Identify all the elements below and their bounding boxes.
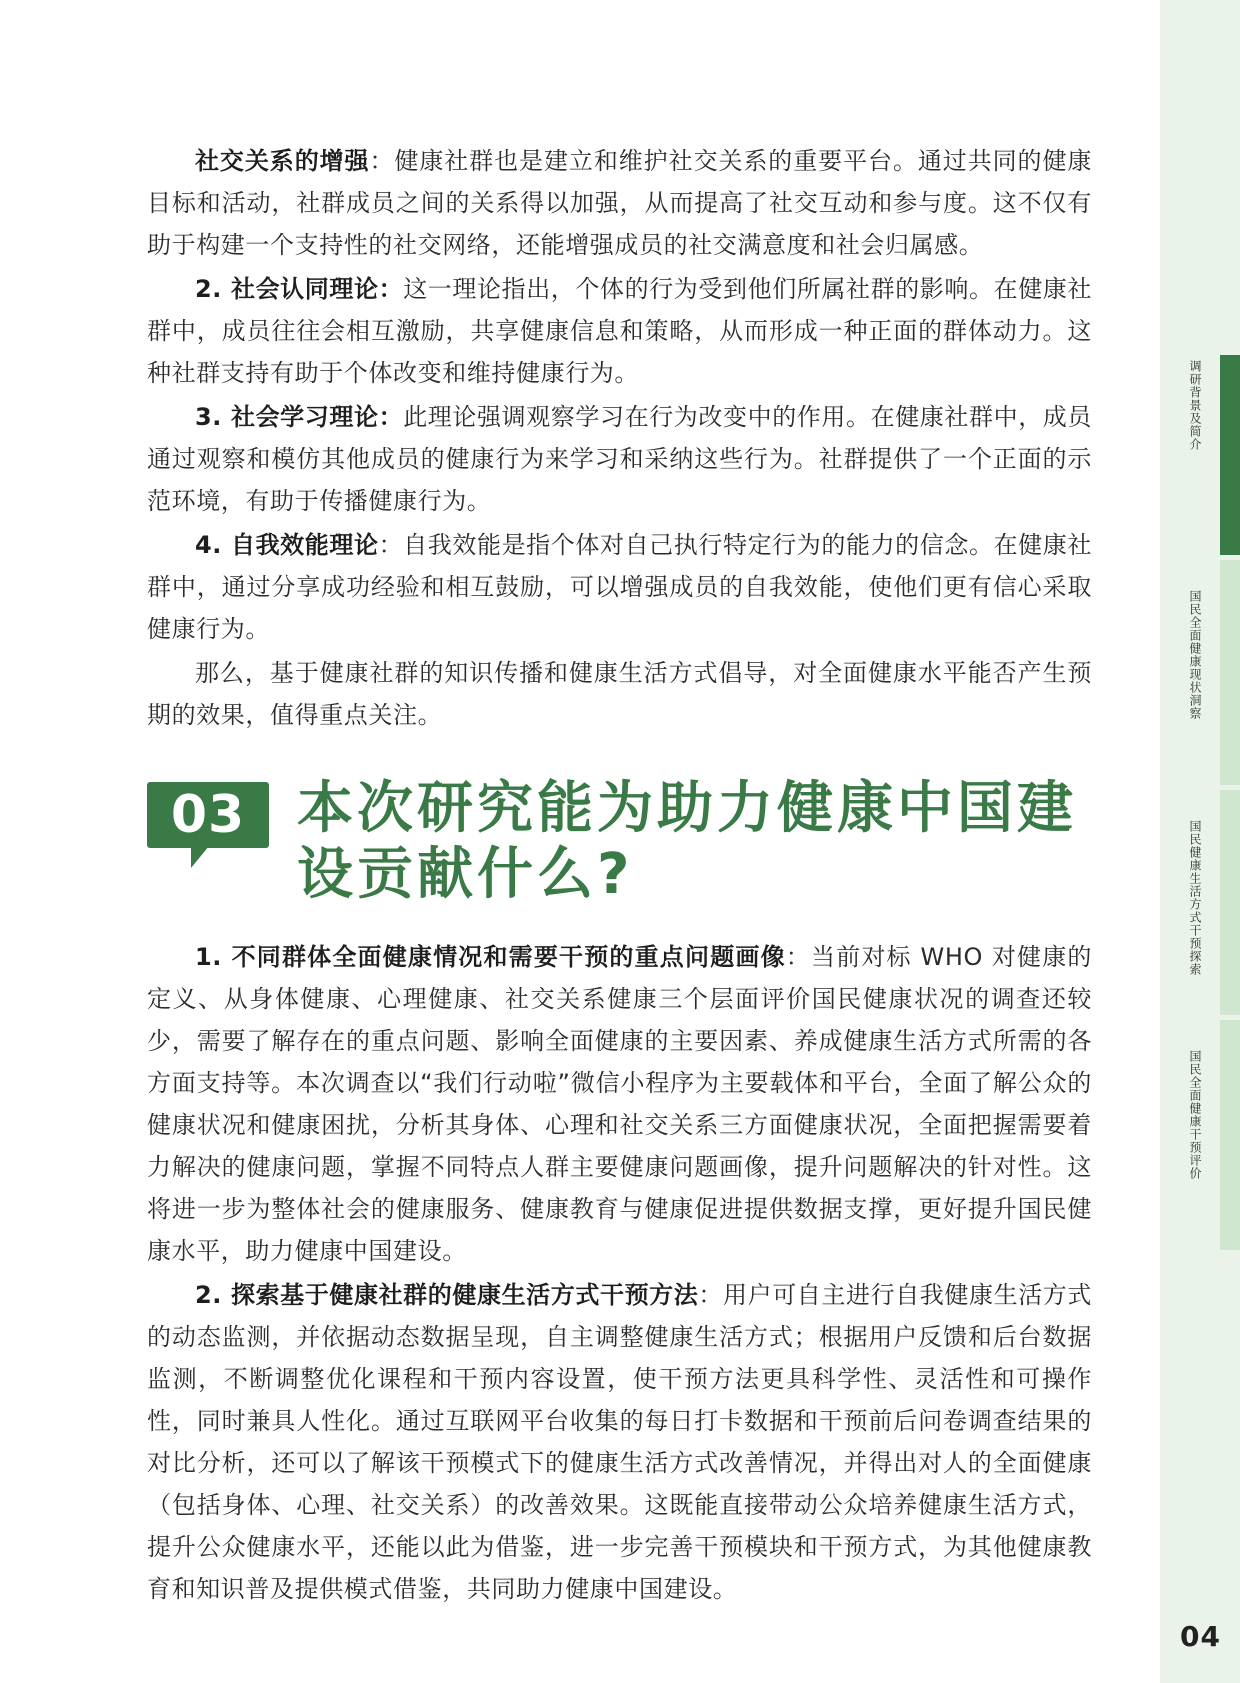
bottom-paragraphs <box>147 936 1092 1610</box>
section-title: 本次研究能为助力健康中国建设贡献什么? <box>297 776 1077 907</box>
paragraph-text: 这一理论指出，个体的行为受到他们所属社群的影响。在健康社群中，成员往往会相互激励，共享健康信息和策略，从而形成一种正面的群体动力。这种社群支持有助于个体改变和维持健康行为。 <box>147 275 1092 387</box>
paragraph-text: ：自我效能是指个体对自己执行特定行为的能力的信念。在健康社群中，通过分享成功经验和相互鼓励，可以增强成员的自我效能，使他们更有信心采取健康行为。 <box>147 531 1092 643</box>
chapter-tab-marker-4 <box>1220 1020 1240 1250</box>
paragraph <box>147 268 1092 394</box>
paragraph <box>147 524 1092 650</box>
page-number: 04 <box>1180 1620 1221 1653</box>
chapter-tab-marker-1 <box>1220 355 1240 555</box>
paragraph-text: 那么，基于健康社群的知识传播和健康生活方式倡导，对全面健康水平能否产生预期的效果，值得重点关注。 <box>147 659 1092 729</box>
paragraph-heading: 社交关系的增强 <box>195 147 370 175</box>
paragraph <box>147 140 1092 266</box>
chapter-tab-marker-3 <box>1220 790 1240 1015</box>
top-paragraphs <box>147 140 1092 736</box>
paragraph <box>147 936 1092 1272</box>
section-header <box>147 776 1092 912</box>
chapter-tab-label-3[interactable]: 国民健康生活方式干预探索 <box>1188 820 1202 976</box>
paragraph-text: ：当前对标 WHO 对健康的定义、从身体健康、心理健康、社交关系健康三个层面评价国民健康状况的调查还较少，需要了解存在的重点问题、影响全面健康的主要因素、养成健康生活方式所需的各方面支持等。本次调查以“我们行动啦”微信小程序为主要载体和平台，全面了解公众的健康状况和健康困扰，分析其身体、心理和社交关系三方面健康状况，全面把握需要着力解决的健康问题，掌握不同特点人群主要健康问题画像，提升问题解决的针对性。这将进一步为整体社会的健康服务、健康教育与健康促进提供数据支撑，更好提升国民健康水平，助力健康中国建设。 <box>147 943 1092 1265</box>
paragraph <box>147 396 1092 522</box>
badge-tail-shape <box>191 846 215 868</box>
paragraph-text: ：用户可自主进行自我健康生活方式的动态监测，并依据动态数据呈现，自主调整健康生活方式；根据用户反馈和后台数据监测，不断调整优化课程和干预内容设置，使干预方法更具科学性、灵活性和可操作性，同时兼具人性化。通过互联网平台收集的每日打卡数据和干预前后问卷调查结果的对比分析，还可以了解该干预模式下的健康生活方式改善情况，并得出对人的全面健康（包括身体、心理、社交关系）的改善效果。这既能直接带动公众培养健康生活方式，提升公众健康水平，还能以此为借鉴，进一步完善干预模块和干预方式，为其他健康教育和知识普及提供模式借鉴，共同助力健康中国建设。 <box>147 1281 1092 1603</box>
paragraph-heading: 4. 自我效能理论 <box>195 531 379 559</box>
paragraph-heading: 2. 探索基于健康社群的健康生活方式干预方法 <box>195 1281 699 1309</box>
paragraph-text: ：健康社群也是建立和维护社交关系的重要平台。通过共同的健康目标和活动，社群成员之间的关系得以加强，从而提高了社交互动和参与度。这不仅有助于构建一个支持性的社交网络，还能增强成员的社交满意度和社会归属感。 <box>147 147 1092 259</box>
chapter-tab-label-2[interactable]: 国民全面健康现状洞察 <box>1188 590 1202 720</box>
paragraph-text: 此理论强调观察学习在行为改变中的作用。在健康社群中，成员通过观察和模仿其他成员的健康行为来学习和采纳这些行为。社群提供了一个正面的示范环境，有助于传播健康行为。 <box>147 403 1092 515</box>
section-number-badge: 03 <box>147 782 269 848</box>
paragraph-heading: 2. 社会认同理论： <box>195 275 404 303</box>
chapter-tab-marker-2 <box>1220 560 1240 785</box>
chapter-tab-label-4[interactable]: 国民全面健康干预评价 <box>1188 1050 1202 1180</box>
paragraph-heading: 1. 不同群体全面健康情况和需要干预的重点问题画像 <box>195 943 786 971</box>
paragraph <box>147 652 1092 736</box>
paragraph-heading: 3. 社会学习理论： <box>195 403 404 431</box>
paragraph <box>147 1274 1092 1610</box>
chapter-tab-label-1[interactable]: 调研背景及简介 <box>1188 360 1202 451</box>
chapter-sidebar <box>1160 0 1240 1683</box>
main-content <box>147 140 1092 1612</box>
